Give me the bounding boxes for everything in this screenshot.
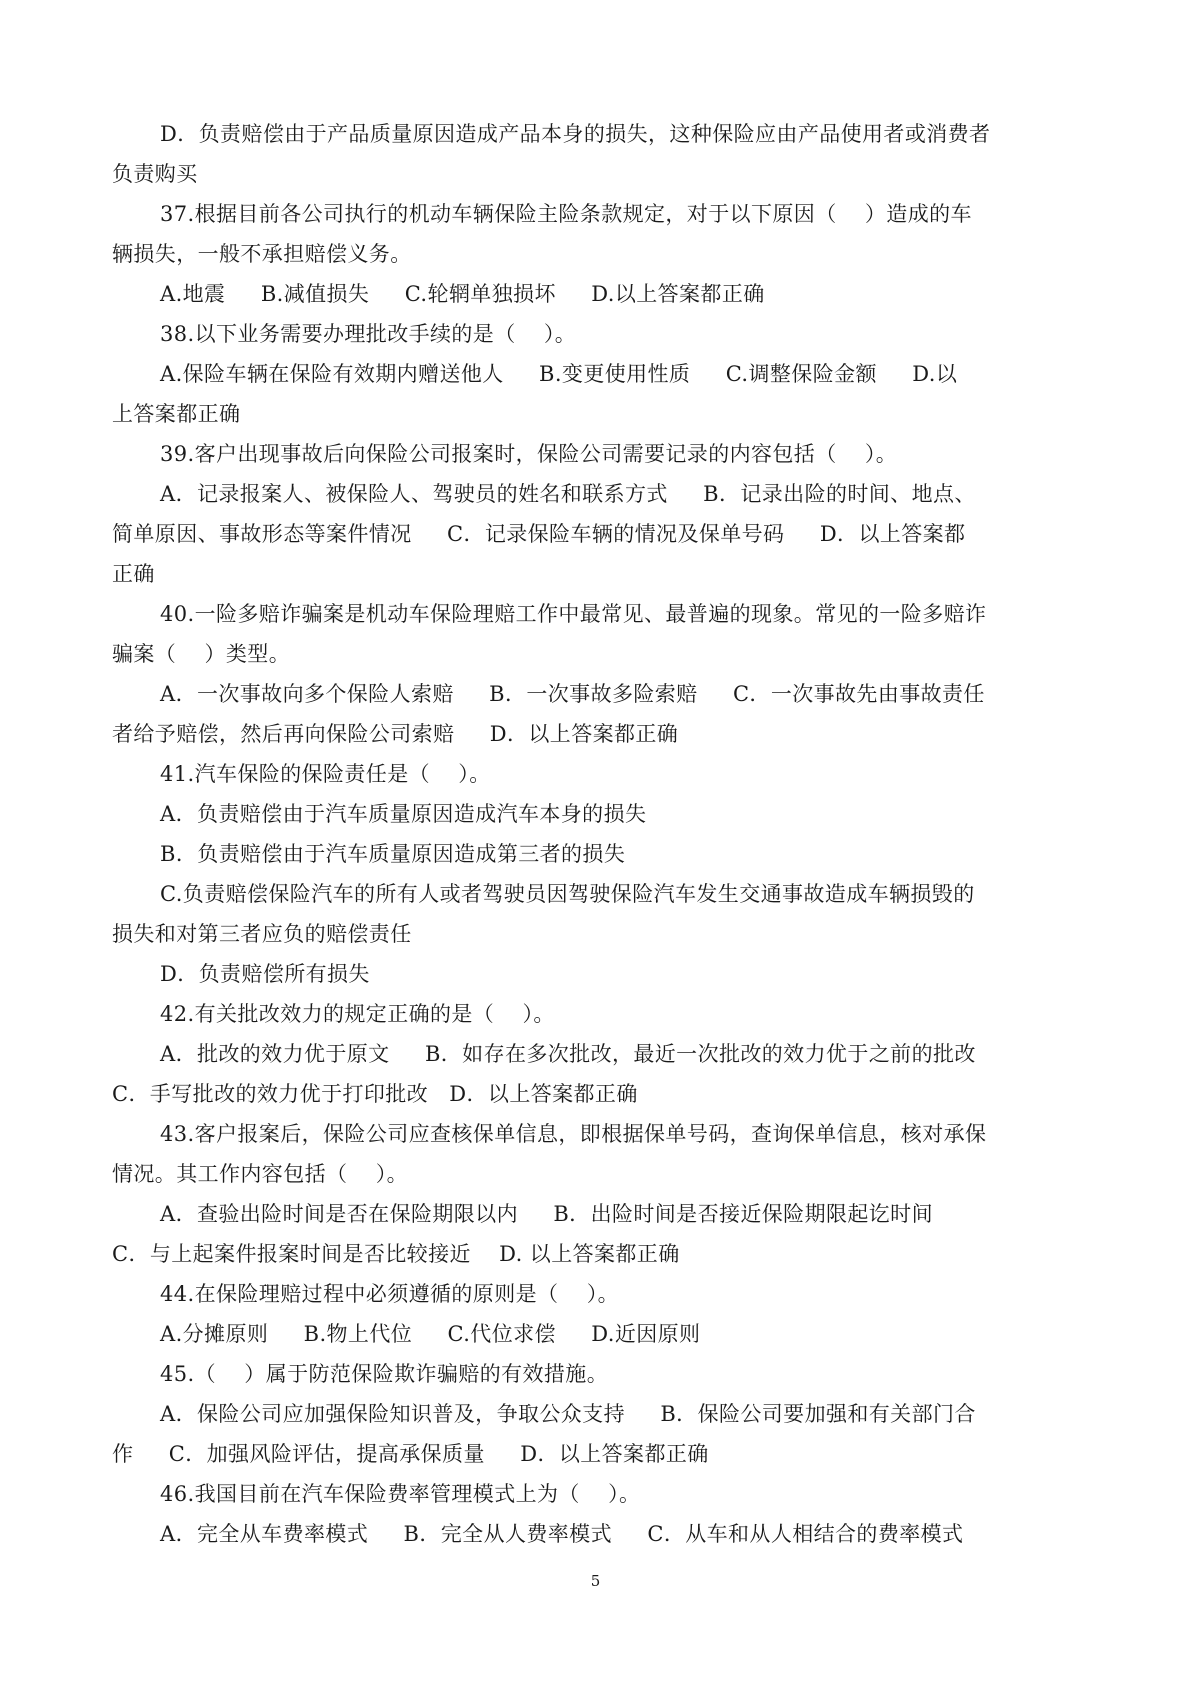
page-number: 5 bbox=[590, 1572, 601, 1590]
text-line: B．负责赔偿由于汽车质量原因造成第三者的损失 bbox=[160, 842, 626, 866]
document-body bbox=[112, 114, 1080, 1554]
text-line: 损失和对第三者应负的赔偿责任 bbox=[112, 922, 412, 946]
text-line: 正确 bbox=[112, 562, 155, 586]
text-line: 45.（ ）属于防范保险欺诈骗赔的有效措施。 bbox=[160, 1362, 609, 1386]
text-line: 37.根据目前各公司执行的机动车辆保险主险条款规定，对于以下原因（ ）造成的车 bbox=[160, 202, 972, 226]
text-line: 负责购买 bbox=[112, 162, 198, 186]
text-line: 43.客户报案后，保险公司应查核保单信息，即根据保单号码，查询保单信息，核对承保 bbox=[160, 1122, 987, 1146]
text-line: 40.一险多赔诈骗案是机动车保险理赔工作中最常见、最普遍的现象。常见的一险多赔诈 bbox=[160, 602, 987, 626]
text-line: 作 C．加强风险评估，提高承保质量 D．以上答案都正确 bbox=[112, 1442, 709, 1466]
text-line: A．保险公司应加强保险知识普及，争取公众支持 B．保险公司要加强和有关部门合 bbox=[160, 1402, 976, 1426]
text-line: A．记录报案人、被保险人、驾驶员的姓名和联系方式 B．记录出险的时间、地点、 bbox=[160, 482, 976, 506]
text-line: 39.客户出现事故后向保险公司报案时，保险公司需要记录的内容包括（ ）。 bbox=[160, 442, 898, 466]
text-line: 骗案（ ）类型。 bbox=[112, 642, 291, 666]
text-line: 辆损失，一般不承担赔偿义务。 bbox=[112, 242, 412, 266]
text-line: 简单原因、事故形态等案件情况 C．记录保险车辆的情况及保单号码 D．以上答案都 bbox=[112, 522, 966, 546]
text-line: C．与上起案件报案时间是否比较接近 D. 以上答案都正确 bbox=[112, 1242, 680, 1266]
text-line: A．查验出险时间是否在保险期限以内 B．出险时间是否接近保险期限起讫时间 bbox=[160, 1202, 933, 1226]
text-line: A.分摊原则 B.物上代位 C.代位求偿 D.近因原则 bbox=[160, 1322, 701, 1346]
text-line: 38.以下业务需要办理批改手续的是（ ）。 bbox=[160, 322, 577, 346]
text-line: C.负责赔偿保险汽车的所有人或者驾驶员因驾驶保险汽车发生交通事故造成车辆损毁的 bbox=[160, 882, 975, 906]
text-line: 42.有关批改效力的规定正确的是（ ）。 bbox=[160, 1002, 555, 1026]
text-line: D．负责赔偿由于产品质量原因造成产品本身的损失，这种保险应由产品使用者或消费者 bbox=[160, 122, 991, 146]
text-line: A．完全从车费率模式 B．完全从人费率模式 C．从车和从人相结合的费率模式 bbox=[160, 1522, 964, 1546]
text-line: C．手写批改的效力优于打印批改 D．以上答案都正确 bbox=[112, 1082, 638, 1106]
text-line: 者给予赔偿，然后再向保险公司索赔 D．以上答案都正确 bbox=[112, 722, 679, 746]
text-line: 41.汽车保险的保险责任是（ ）。 bbox=[160, 762, 491, 786]
text-line: A．批改的效力优于原文 B．如存在多次批改，最近一次批改的效力优于之前的批改 bbox=[160, 1042, 976, 1066]
text-line: A．负责赔偿由于汽车质量原因造成汽车本身的损失 bbox=[160, 802, 647, 826]
text-line: 46.我国目前在汽车保险费率管理模式上为（ ）。 bbox=[160, 1482, 641, 1506]
text-line: A.地震 B.减值损失 C.轮辋单独损坏 D.以上答案都正确 bbox=[160, 282, 765, 306]
text-line: 上答案都正确 bbox=[112, 402, 241, 426]
text-line: 44.在保险理赔过程中必须遵循的原则是（ ）。 bbox=[160, 1282, 619, 1306]
text-line: A.保险车辆在保险有效期内赠送他人 B.变更使用性质 C.调整保险金额 D.以 bbox=[160, 362, 958, 386]
text-line: A．一次事故向多个保险人索赔 B．一次事故多险索赔 C．一次事故先由事故责任 bbox=[160, 682, 985, 706]
text-line: 情况。其工作内容包括（ ）。 bbox=[112, 1162, 408, 1186]
text-line: D．负责赔偿所有损失 bbox=[160, 962, 370, 986]
